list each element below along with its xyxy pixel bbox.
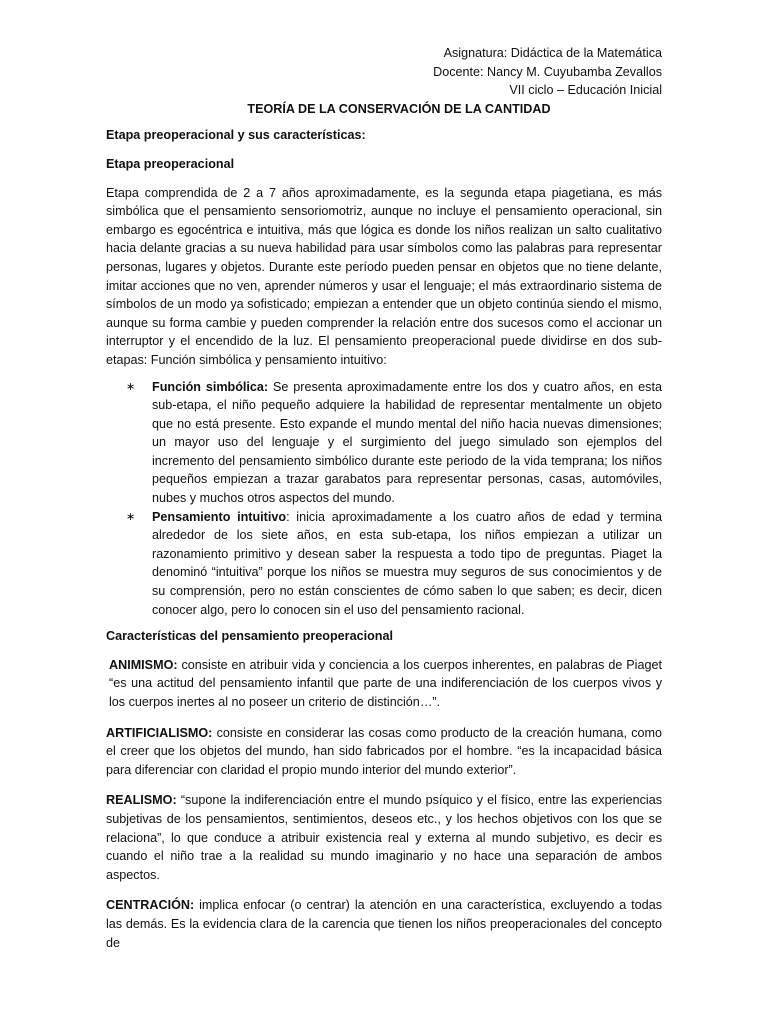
section-heading-preoperational: Etapa preoperacional	[106, 156, 235, 171]
paragraph-term: REALISMO:	[106, 793, 177, 808]
paragraph-text: implica enfocar (o centrar) la atención en una característica, excluyendo a todas las demás. Es la evidencia clara de la carencia que tienen los niños preoperacionales del concepto de	[106, 898, 662, 950]
asterisk-bullet-icon: ∗	[126, 380, 136, 393]
paragraph-text: consiste en atribuir vida y conciencia a los cuerpos inherentes, en palabras de Piaget “es una actitud del pensamiento infantil que parte de una indiferenciación de los cuerpos vivos y los cuerpos inertes al no poseer un criterio de distinción…”.	[109, 657, 662, 709]
list-item	[106, 378, 662, 508]
section-heading-characteristics: Etapa preoperacional y sus características:	[106, 128, 366, 143]
document-title: TEORÍA DE LA CONSERVACIÓN DE LA CANTIDAD	[247, 101, 551, 116]
document-header	[106, 44, 662, 100]
paragraph-centracion	[106, 896, 662, 952]
document-page	[106, 44, 662, 964]
paragraph-realismo	[106, 791, 662, 884]
paragraph-artificialismo	[106, 724, 662, 780]
bullet-text: Se presenta aproximadamente entre los dos y cuatro años, en esta sub-etapa, el niño pequeño adquiere la habilidad de representar mentalmente un objeto que no está presente. Esto expande el mundo mental del niño hacia nuevas dimensiones; un mayor uso del lenguaje y el surgimiento del juego simulado son ejemplos del incremento del pensamiento simbólico durante este periodo de la vida temprana; los niños pequeños empiezan a trazar garabatos para representar personas, casas, automóviles, nubes y muchos otros aspectos del mundo.	[152, 379, 662, 506]
cycle-line: VII ciclo – Educación Inicial	[509, 83, 662, 98]
substage-list	[106, 378, 662, 620]
intro-paragraph: Etapa comprendida de 2 a 7 años aproximadamente, es la segunda etapa piagetiana, es más simbólica que el pensamiento sensoriomotriz, aunque no incluye el pensamiento operacional, sin embargo es egocéntrica e intuitiva, más que lógica es donde los niños realizan un salto cualitativo hacia delante gracias a su nueva habilidad para usar símbolos como las palabras para representar personas, lugares y objetos. Durante este período pueden pensar en objetos que no tiene delante, imitar acciones que no ven, aprender números y usar el lenguaje; el más extraordinario sistema de símbolos de un modo ya sofisticado; empiezan a entender que un objeto continúa siendo el mismo, aunque su forma cambie y pueden comprender la relación entre dos sucesos como el accionar un interruptor y el encendido de la luz. El pensamiento preoperacional puede dividirse en dos sub-etapas: Función simbólica y pensamiento intuitivo:	[106, 185, 662, 367]
paragraph-term: CENTRACIÓN:	[106, 898, 195, 913]
teacher-line: Docente: Nancy M. Cuyubamba Zevallos	[433, 64, 662, 79]
asterisk-bullet-icon: ∗	[126, 510, 136, 523]
paragraph-term: ARTIFICIALISMO:	[106, 725, 213, 740]
bullet-text: : inicia aproximadamente a los cuatro años de edad y termina alrededor de los siete años, en esta sub-etapa, los niños empiezan a utilizar un razonamiento primitivo y desean saber la respuesta a todo tipo de preguntas. Piaget la denominó “intuitiva” porque los niños se muestra muy seguros de sus conocimientos y de su comprensión, pero no están conscientes de cómo saben lo que saben; es decir, dicen conocer algo, pero lo conocen sin el uso del pensamiento racional.	[152, 509, 662, 617]
bullet-term: Pensamiento intuitivo	[152, 509, 287, 524]
paragraph-animismo	[106, 656, 662, 712]
paragraph-text: consiste en considerar las cosas como producto de la creación humana, como el creer que los objetos del mundo, han sido fabricados por el hombre. “es la incapacidad básica para diferenciar con claridad el propio mundo interior del mundo exterior”.	[106, 725, 662, 777]
section-heading-features: Características del pensamiento preoperacional	[106, 629, 393, 644]
paragraph-term: ANIMISMO:	[109, 657, 178, 672]
bullet-term: Función simbólica:	[152, 379, 269, 394]
subject-line: Asignatura: Didáctica de la Matemática	[443, 46, 662, 60]
list-item	[106, 508, 662, 620]
paragraph-text: “supone la indiferenciación entre el mundo psíquico y el físico, entre las experiencias subjetivas de los pensamientos, sentimientos, deseos etc., y los hechos objetivos con los que se relaciona”, lo que conduce a atribuir existencia real y externa al mundo subjetivo, es decir es cuando el niño trae a la realidad su mundo imaginario y no hace una separación de ambos aspectos.	[106, 793, 662, 882]
